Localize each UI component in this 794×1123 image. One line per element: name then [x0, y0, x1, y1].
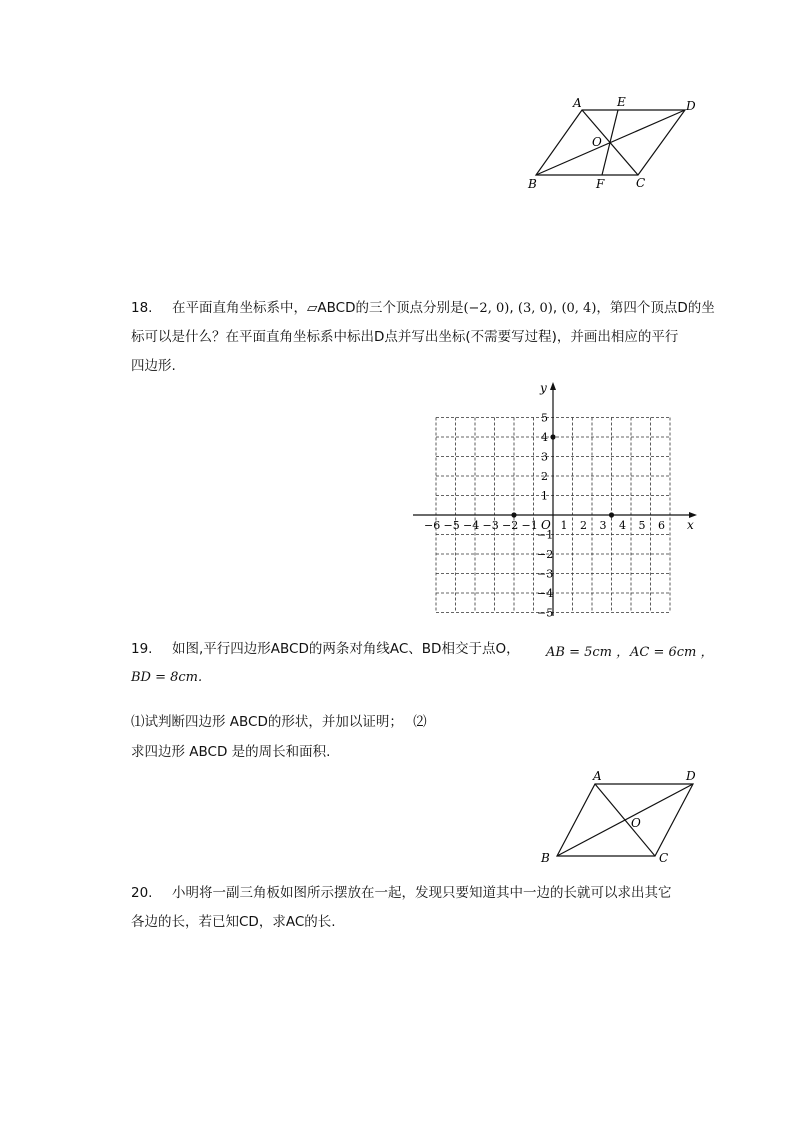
q18-sep-2: , — [552, 300, 558, 316]
x-tick-label: −4 — [463, 519, 480, 532]
y-tick-label: −4 — [537, 587, 554, 600]
q18-point-2: (3, 0) — [517, 301, 553, 316]
label-c: C — [659, 851, 669, 865]
q19-line1: 如图,平行四边形ABCD的两条对角线AC、BD相交于点O， — [172, 641, 520, 657]
q18-line1-end: ，第四个顶点D的坐 — [596, 300, 715, 316]
label-a: A — [593, 769, 602, 783]
label-o: O — [592, 135, 602, 149]
q18-line3: 四边形. — [131, 358, 176, 374]
y-tick-label: 1 — [541, 489, 548, 503]
q19-eq-ab: AB = 5cm ， — [546, 645, 630, 660]
q18-point-3: (0, 4) — [561, 301, 597, 316]
y-tick-label: 5 — [541, 411, 548, 425]
x-tick-label: −2 — [502, 519, 519, 532]
figure-parallelogram-abcd — [535, 764, 715, 870]
q18-sep-1: , — [509, 300, 514, 316]
label-c: C — [636, 176, 646, 190]
x-tick-label: 4 — [619, 519, 626, 532]
label-f: F — [596, 177, 605, 191]
marked-point — [609, 512, 614, 517]
q19-part2-number: ⑵ — [413, 714, 427, 730]
tick-labels — [424, 381, 694, 618]
y-tick-label: −1 — [537, 528, 554, 542]
label-d: D — [686, 769, 696, 783]
diagonal-bd — [557, 784, 693, 856]
q19-part1 — [131, 712, 427, 732]
x-tick-label: −5 — [443, 519, 460, 532]
q18-line1-start: 在平面直角坐标系中，▱ABCD的三个顶点分别是 — [172, 300, 464, 316]
x-tick-label: 3 — [599, 519, 607, 532]
marked-point — [550, 434, 555, 439]
origin-label: O — [541, 518, 551, 532]
label-e: E — [617, 95, 626, 109]
q20-line2: 各边的长，若已知CD，求AC的长. — [131, 914, 336, 930]
x-tick-label: 1 — [560, 519, 568, 532]
y-tick-label: −3 — [537, 567, 554, 581]
label-b: B — [541, 851, 550, 865]
q19-part2: 求四边形 ABCD 是的周长和面积. — [131, 744, 331, 760]
y-tick-label: 3 — [541, 450, 548, 464]
q19-eq-bd: BD = 8cm. — [131, 670, 203, 685]
y-tick-label: 4 — [541, 431, 548, 444]
x-tick-label: 2 — [580, 519, 587, 532]
q19-part1-text: ⑴试判断四边形 ABCD的形状，并加以证明； — [131, 714, 403, 730]
y-tick-label: −2 — [537, 548, 554, 561]
x-tick-label: 5 — [638, 519, 646, 532]
x-tick-label: −6 — [424, 519, 441, 532]
q19-eq-ac: AC = 6cm ， — [630, 645, 714, 660]
q20-line1: 小明将一副三角板如图所示摆放在一起，发现只要知道其中一边的长就可以求出其它 — [172, 885, 672, 901]
label-a: A — [573, 96, 582, 110]
q19-number: 19. — [131, 641, 153, 657]
label-b: B — [528, 177, 537, 191]
x-tick-label: −1 — [521, 519, 538, 532]
figure-parallelogram-ef — [520, 92, 710, 194]
y-tick-label: −5 — [537, 606, 554, 618]
label-o: O — [631, 816, 641, 830]
x-tick-label: −3 — [482, 519, 499, 532]
segment-ef — [602, 110, 618, 175]
label-d: D — [686, 99, 696, 113]
y-axis-arrow — [550, 382, 556, 390]
q20-number: 20. — [131, 885, 153, 901]
x-axis-label: x — [687, 518, 694, 532]
q18-point-1: (−2, 0) — [463, 301, 510, 316]
y-tick-label: 2 — [541, 470, 548, 483]
q18-line1 — [172, 298, 715, 319]
coordinate-grid — [405, 378, 705, 618]
q18-number: 18. — [131, 300, 153, 316]
q18-line2: 标可以是什么？在平面直角坐标系中标出D点并写出坐标(不需要写过程)，并画出相应的平行 — [131, 329, 679, 345]
y-axis-label: y — [540, 381, 547, 395]
marked-point — [511, 512, 516, 517]
x-tick-label: 6 — [658, 519, 665, 532]
